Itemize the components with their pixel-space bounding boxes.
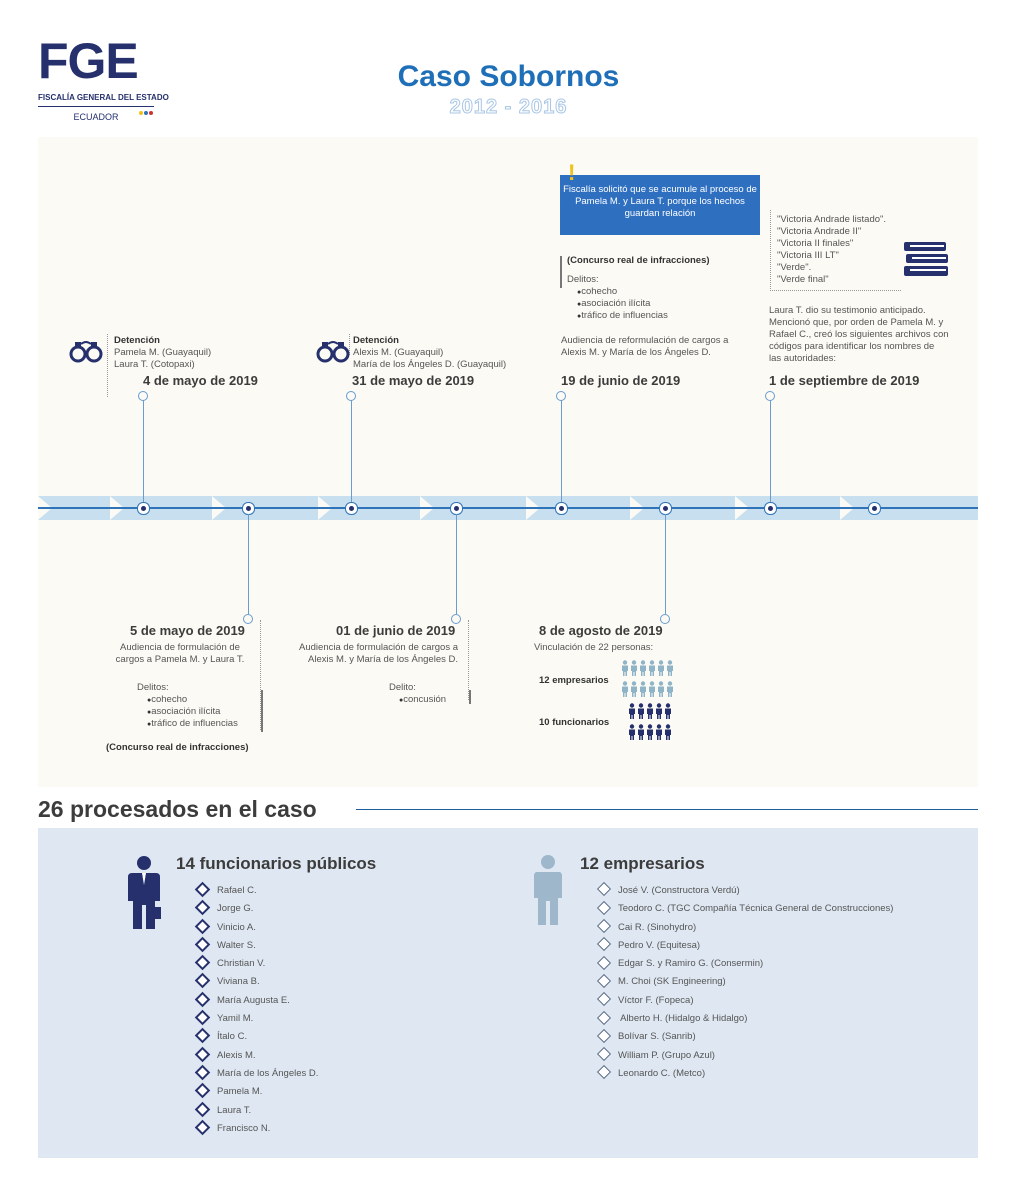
handcuffs-icon — [69, 340, 103, 364]
person-icon — [657, 660, 665, 681]
alert-icon: ! — [568, 160, 576, 185]
empresarios-people — [621, 660, 681, 702]
person-icon — [621, 660, 629, 681]
delito-item: ● tráfico de influencias — [147, 718, 238, 731]
event-bracket — [107, 334, 108, 397]
bracket-mark — [560, 256, 562, 288]
list-item — [599, 1047, 893, 1065]
list-item — [599, 1010, 893, 1028]
event-detail: Pamela M. (Guayaquil) — [114, 347, 212, 358]
diamond-bullet-icon — [195, 1010, 211, 1026]
list-item — [599, 882, 893, 900]
file-name: "Victoria Andrade II" — [777, 226, 862, 237]
list-item-label: Víctor F. (Fopeca) — [618, 994, 694, 1006]
diamond-bullet-icon — [195, 955, 211, 971]
list-item-label: Teodoro C. (TGC Compañía Técnica General de Construcciones) — [618, 903, 894, 915]
event-bracket — [468, 620, 469, 700]
file-name: "Verde". — [777, 262, 812, 273]
event-date: 19 de junio de 2019 — [561, 373, 681, 388]
list-item — [599, 955, 893, 973]
list-item — [197, 992, 318, 1010]
timeline-node — [555, 502, 568, 515]
list-item-label: Pamela M. — [217, 1086, 263, 1098]
diamond-bullet-icon — [195, 937, 211, 953]
summary-divider — [356, 809, 978, 810]
list-item-label: Ítalo C. — [217, 1031, 248, 1043]
delito-item: ● tráfico de influencias — [577, 310, 668, 323]
list-item-label: Alexis M. — [217, 1049, 256, 1061]
list-item-label: Rafael C. — [217, 885, 257, 896]
connector-line — [770, 400, 771, 502]
list-item-label: Laura T. — [217, 1104, 252, 1116]
person-icon — [657, 681, 665, 702]
event-detail: Alexis M. (Guayaquil) — [353, 347, 444, 358]
diamond-bullet-icon — [597, 956, 611, 970]
diamond-bullet-icon — [195, 973, 211, 989]
timeline-node — [345, 502, 358, 515]
timeline-node — [137, 502, 150, 515]
event-detail: Laura T. (Cotopaxi) — [114, 359, 195, 370]
list-item-label: M. Choi (SK Engineering) — [618, 976, 726, 988]
diamond-bullet-icon — [195, 1065, 211, 1081]
person-icon — [666, 681, 674, 702]
diamond-bullet-icon — [597, 1047, 611, 1061]
diamond-bullet-icon — [597, 1029, 611, 1043]
diamond-bullet-icon — [597, 974, 611, 988]
event-description: Laura T. dio su testimonio anticipado. Mencionó que, por orden de Pamela M. y Rafael C., creó los siguientes archivos con códigos para identificar los nombres de las autoridades: — [769, 305, 949, 364]
delitos-label: Delito: — [389, 682, 416, 693]
list-item — [599, 900, 893, 918]
list-item-label: Viviana B. — [217, 976, 260, 988]
timeline-axis — [38, 507, 978, 509]
person-icon — [637, 703, 645, 724]
list-item — [197, 1028, 318, 1046]
list-item — [599, 992, 893, 1010]
connector-line — [351, 400, 352, 502]
file-name: "Victoria Andrade listado". — [777, 214, 887, 225]
diamond-bullet-icon — [195, 1101, 211, 1117]
list-item-label: María de los Ángeles D. — [217, 1067, 319, 1079]
event-date: 01 de junio de 2019 — [336, 623, 456, 638]
list-item-label: María Augusta E. — [217, 994, 290, 1006]
list-item-label: Jorge G. — [217, 903, 254, 915]
connector-line — [561, 400, 562, 502]
event-detail: María de los Ángeles D. (Guayaquil) — [353, 359, 507, 370]
diamond-bullet-icon — [597, 937, 611, 951]
person-icon — [621, 681, 629, 702]
timeline-node — [868, 502, 881, 515]
event-description: Audiencia de formulación de cargos a Pamela M. y Laura T. — [115, 642, 245, 665]
event-date: 1 de septiembre de 2019 — [769, 373, 920, 388]
person-icon — [639, 660, 647, 681]
list-item-label: Cai R. (Sinohydro) — [618, 921, 697, 933]
diamond-bullet-icon — [195, 900, 211, 916]
event-date: 8 de agosto de 2019 — [539, 623, 663, 638]
list-item — [197, 1102, 318, 1120]
list-item-label: Yamil M. — [217, 1013, 254, 1025]
person-icon — [630, 681, 638, 702]
handcuffs-icon — [316, 340, 350, 364]
list-item — [197, 1010, 318, 1028]
list-item-label: Leonardo C. (Metco) — [618, 1067, 706, 1079]
connector-line — [248, 514, 249, 614]
list-item-label: Edgar S. y Ramiro G. (Consermin) — [618, 958, 764, 970]
list-item-label: Bolívar S. (Sanrib) — [618, 1031, 696, 1043]
diamond-bullet-icon — [597, 1010, 611, 1024]
diamond-bullet-icon — [195, 1083, 211, 1099]
event-description: Vinculación de 22 personas: — [534, 642, 654, 653]
funcionarios-list — [197, 882, 318, 1138]
page-years: 2012 - 2016 — [449, 96, 568, 118]
businessman-icon — [533, 855, 563, 927]
delito-item: ● asociación ilícita — [147, 706, 220, 719]
list-item — [599, 919, 893, 937]
empresarios-label: 12 empresarios — [539, 675, 609, 686]
logo-subtitle: FISCALÍA GENERAL DEL ESTADO — [38, 93, 169, 102]
summary-title: 26 procesados en el caso — [38, 796, 317, 822]
event-label: Detención — [353, 335, 399, 346]
list-item-label: Walter S. — [217, 939, 256, 951]
person-icon — [630, 660, 638, 681]
list-item — [197, 1083, 318, 1101]
event-date: 4 de mayo de 2019 — [143, 373, 258, 388]
diamond-bullet-icon — [195, 991, 211, 1007]
connector-line — [456, 514, 457, 614]
person-icon — [666, 660, 674, 681]
diamond-bullet-icon — [597, 992, 611, 1006]
diamond-bullet-icon — [195, 1046, 211, 1062]
logo: FGE — [38, 33, 138, 89]
diamond-bullet-icon — [195, 1028, 211, 1044]
connector-line — [143, 400, 144, 502]
event-description: Audiencia de formulación de cargos a Alexis M. y María de los Ángeles D. — [299, 642, 458, 665]
concurso-label: (Concurso real de infracciones) — [106, 742, 249, 753]
delito-item: ● cohecho — [577, 286, 617, 299]
list-item — [599, 937, 893, 955]
list-item-label: Pedro V. (Equitesa) — [618, 939, 701, 951]
public-official-icon — [126, 855, 162, 931]
list-item — [599, 973, 893, 991]
funcionarios-people — [628, 703, 683, 745]
diamond-bullet-icon — [597, 882, 611, 896]
diamond-bullet-icon — [195, 918, 211, 934]
list-item-label: William P. (Grupo Azul) — [618, 1049, 715, 1061]
list-item — [197, 937, 318, 955]
person-icon — [639, 681, 647, 702]
list-item-label: José V. (Constructora Verdú) — [618, 885, 740, 896]
timeline-node — [764, 502, 777, 515]
delitos-label: Delitos: — [567, 274, 599, 285]
diamond-bullet-icon — [597, 919, 611, 933]
file-name: "Victoria III LT" — [777, 250, 839, 261]
list-item-label: Christian V. — [217, 958, 266, 970]
list-item — [197, 973, 318, 991]
delito-item: ● asociación ilícita — [577, 298, 650, 311]
funcionarios-title: 14 funcionarios públicos — [176, 854, 377, 873]
event-label: Detención — [114, 335, 160, 346]
page-title: Caso Sobornos — [397, 60, 620, 93]
empresarios-list — [599, 882, 893, 1083]
delitos-label: Delitos: — [137, 682, 169, 693]
diamond-bullet-icon — [597, 1065, 611, 1079]
list-item — [197, 900, 318, 918]
file-name: "Victoria II finales" — [777, 238, 854, 249]
empresarios-title: 12 empresarios — [580, 854, 705, 873]
person-icon — [648, 660, 656, 681]
diamond-bullet-icon — [195, 1120, 211, 1136]
diamond-bullet-icon — [597, 901, 611, 915]
list-item — [599, 1028, 893, 1046]
list-item — [197, 1120, 318, 1138]
person-icon — [648, 681, 656, 702]
list-item-label: Vinicio A. — [217, 921, 256, 933]
event-date: 5 de mayo de 2019 — [130, 623, 245, 638]
bracket-mark — [469, 690, 471, 704]
alert-box: Fiscalía solicitó que se acumule al proceso de Pamela M. y Laura T. porque los hechos guardan relación — [560, 175, 760, 235]
list-item — [197, 1065, 318, 1083]
funcionarios-label: 10 funcionarios — [539, 717, 610, 728]
person-icon — [646, 703, 654, 724]
person-icon — [664, 703, 672, 724]
list-item-label: Francisco N. — [217, 1122, 271, 1134]
event-description: Audiencia de reformulación de cargos a Alexis M. y María de los Ángeles D. — [561, 335, 729, 358]
list-item — [197, 882, 318, 900]
person-icon — [664, 724, 672, 745]
books-icon — [902, 240, 950, 280]
delito-item: ● cohecho — [147, 694, 187, 707]
concurso-label: (Concurso real de infracciones) — [567, 255, 710, 266]
list-item — [197, 919, 318, 937]
person-icon — [646, 724, 654, 745]
list-item — [599, 1065, 893, 1083]
list-item — [197, 1047, 318, 1065]
person-icon — [628, 724, 636, 745]
diamond-bullet-icon — [195, 882, 211, 898]
logo-country: ECUADOR — [73, 112, 119, 122]
list-item — [197, 955, 318, 973]
event-date: 31 de mayo de 2019 — [352, 373, 475, 388]
file-name: "Verde final" — [777, 274, 829, 285]
connector-line — [665, 514, 666, 614]
person-icon — [628, 703, 636, 724]
list-item-label: Alberto H. (Hidalgo & Hidalgo) — [618, 1013, 748, 1025]
person-icon — [655, 703, 663, 724]
logo-divider — [38, 106, 154, 107]
bracket-mark — [261, 690, 263, 732]
person-icon — [637, 724, 645, 745]
delito-item: ● concusión — [399, 694, 446, 707]
person-icon — [655, 724, 663, 745]
